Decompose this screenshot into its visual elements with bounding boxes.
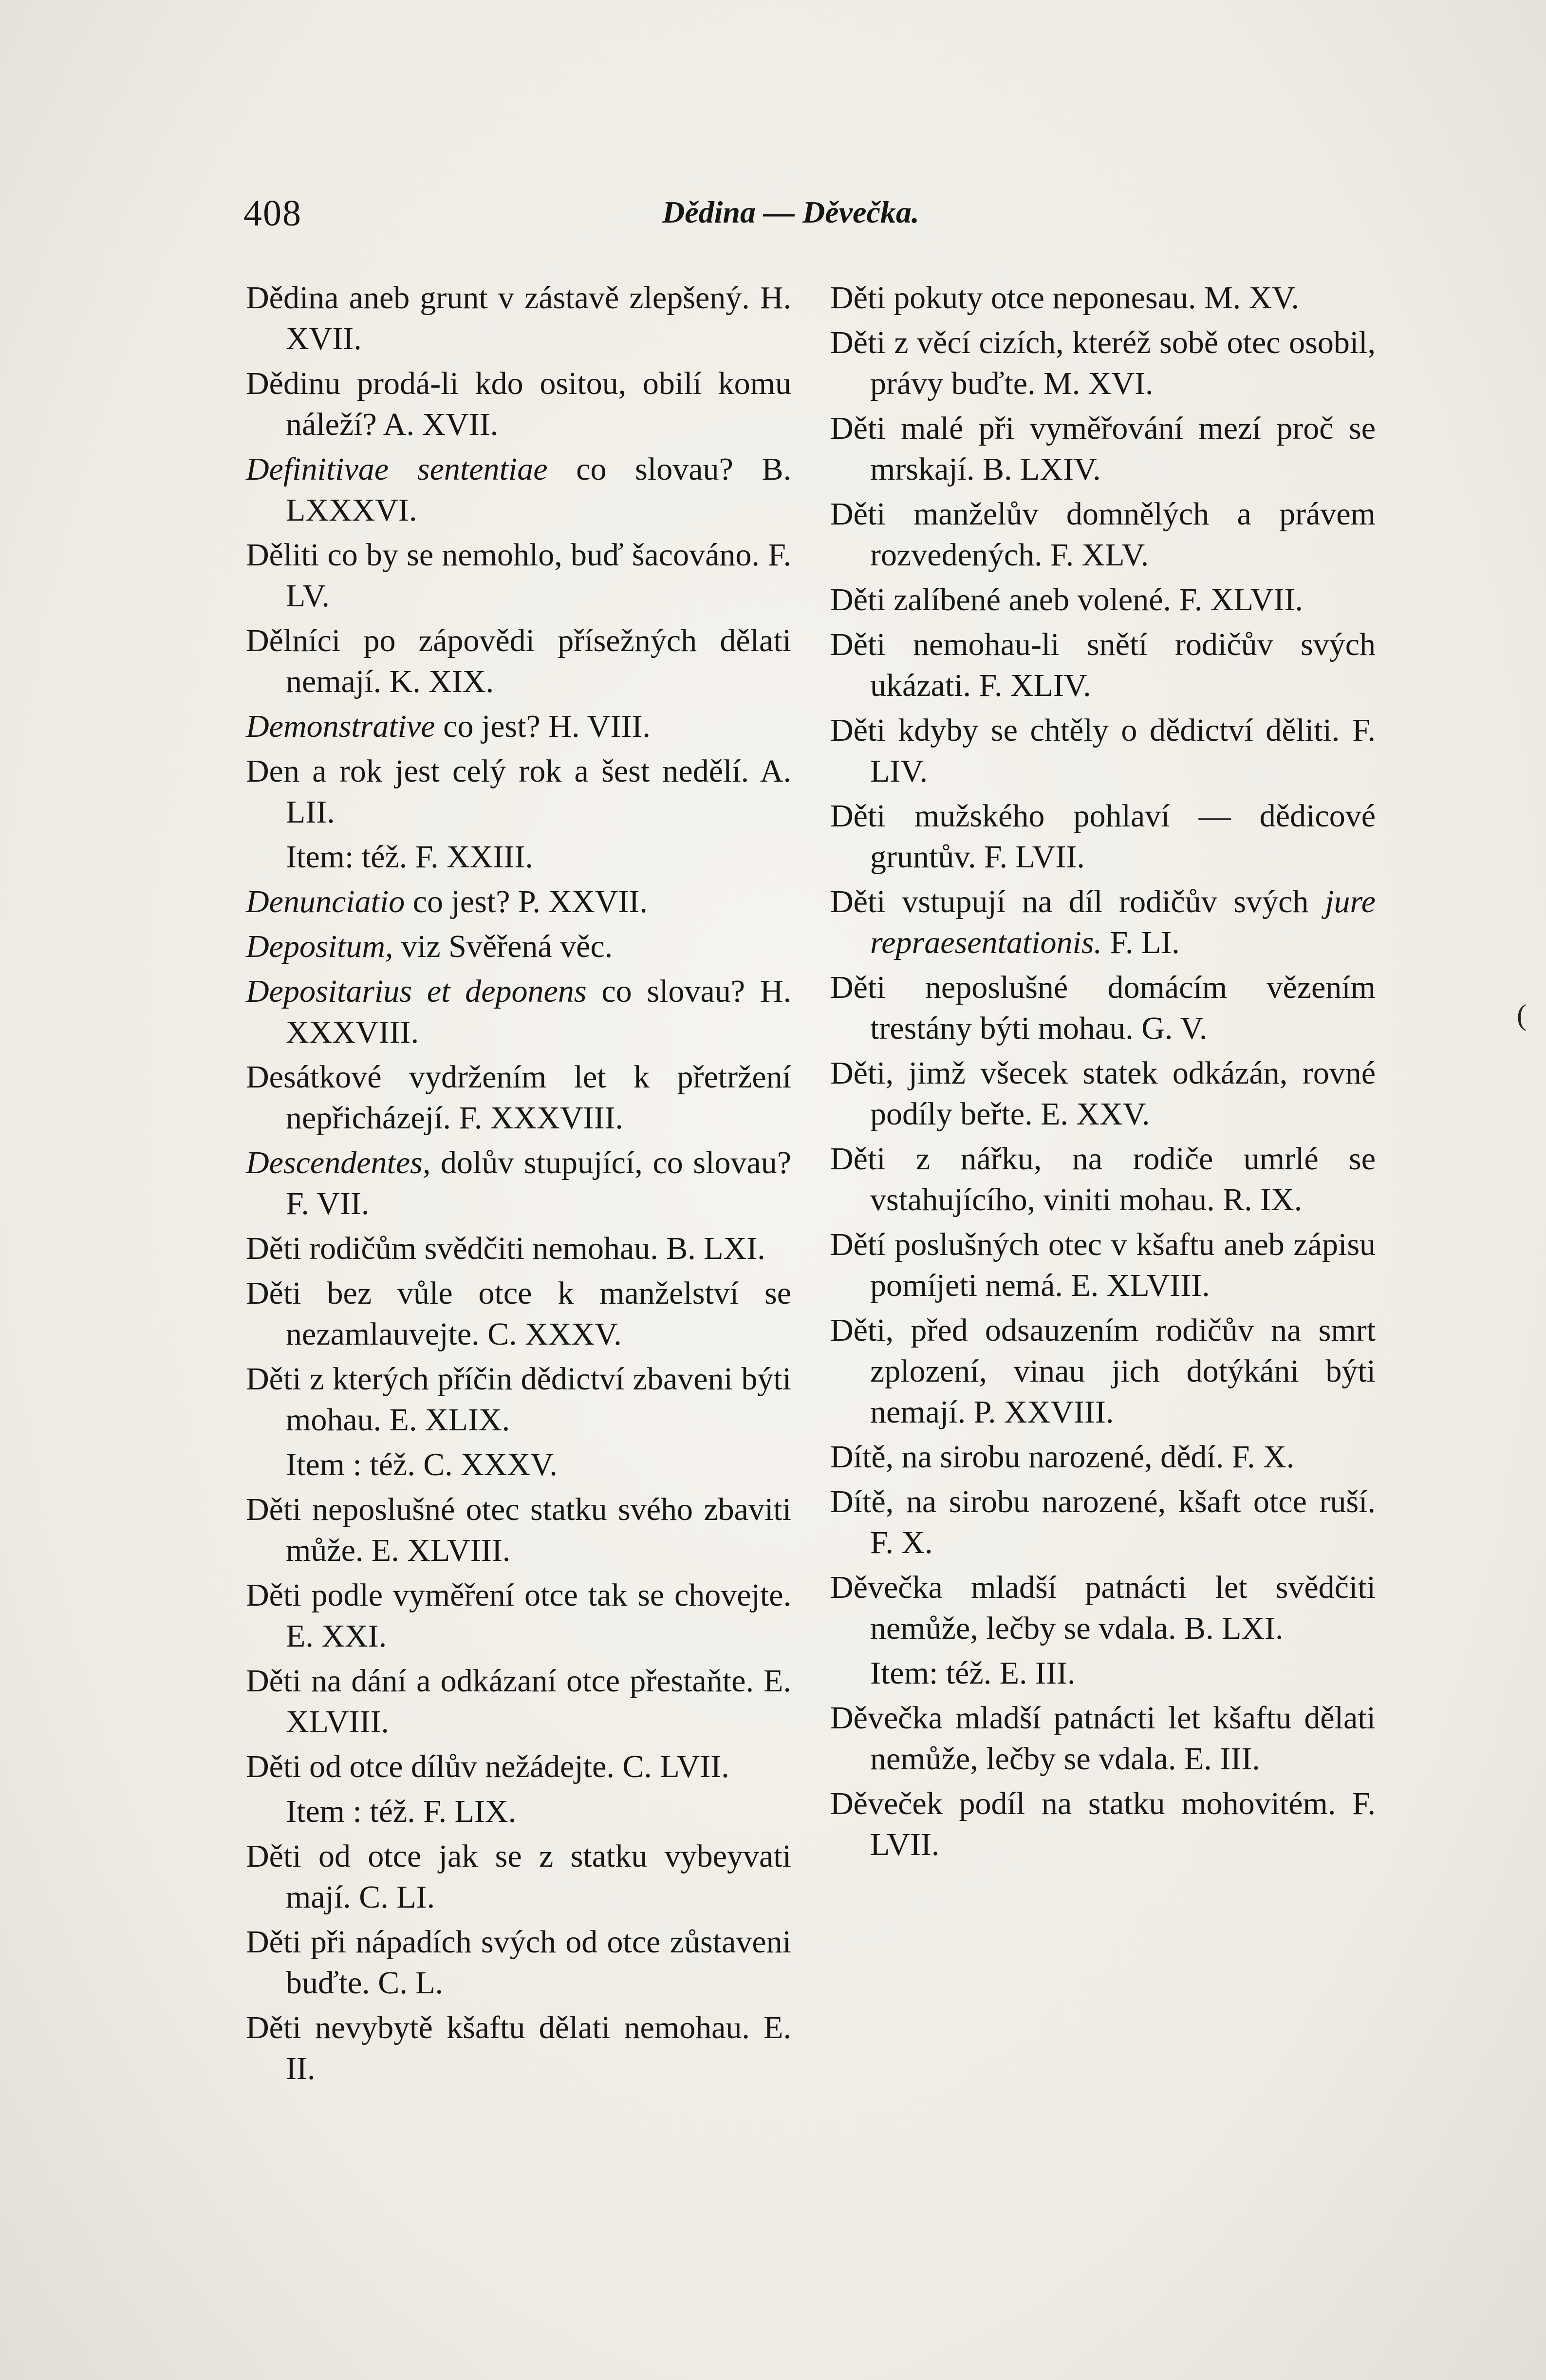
index-entry bbox=[830, 1224, 1376, 1306]
entry-text: co slovau? B. LXXXVI. bbox=[286, 451, 791, 528]
entry-text: Děliti co by se nemohlo, buď šacováno. F. LV. bbox=[246, 537, 791, 614]
index-entry bbox=[246, 1359, 791, 1441]
entry-text: Dětí poslušných otec v kšaftu aneb zápisu pomíjeti nemá. E. XLVIII. bbox=[830, 1227, 1376, 1303]
index-entry bbox=[246, 751, 791, 833]
entry-text: Item: též. F. XXIII. bbox=[286, 839, 533, 875]
index-entry bbox=[246, 1444, 791, 1485]
entry-text: Děti od otce dílův nežádejte. C. LVII. bbox=[246, 1749, 729, 1784]
entry-text: Děti malé při vyměřování mezí proč se mrskají. B. LXIV. bbox=[830, 411, 1376, 487]
index-entry bbox=[830, 322, 1376, 404]
index-entry bbox=[246, 1661, 791, 1743]
entry-text: Děti podle vyměření otce tak se chovejte. E. XXI. bbox=[246, 1577, 791, 1654]
index-entry bbox=[246, 1791, 791, 1832]
index-entry bbox=[246, 535, 791, 617]
index-entry bbox=[246, 2007, 791, 2089]
entry-text: co jest? P. XXVII. bbox=[405, 884, 648, 919]
entry-text: co jest? H. VIII. bbox=[435, 709, 651, 744]
index-entry bbox=[830, 580, 1376, 620]
entry-text: Děti, před odsauzením rodičův na smrt zplození, vinau jich dotýkáni býti nemají. P. XXVIII. bbox=[830, 1312, 1376, 1430]
entry-text: Děti z nářku, na rodiče umrlé se vstahujícího, viniti mohau. R. IX. bbox=[830, 1141, 1376, 1218]
index-entry bbox=[246, 278, 791, 359]
index-entry bbox=[246, 1273, 791, 1355]
index-entry bbox=[246, 837, 791, 878]
entry-text: Dědinu prodá-li kdo ositou, obilí komu náleží? A. XVII. bbox=[246, 366, 791, 442]
entry-text: Děti neposlušné otec statku svého zbaviti může. E. XLVIII. bbox=[246, 1492, 791, 1568]
entry-text: co slovau? H. XXXVIII. bbox=[286, 974, 791, 1050]
latin-term: jure repraesentationis. bbox=[870, 884, 1376, 960]
index-entry bbox=[246, 881, 791, 922]
index-entry bbox=[830, 796, 1376, 878]
index-entry bbox=[246, 706, 791, 747]
entry-text: Děti neposlušné domácím vězením trestány býti mohau. G. V. bbox=[830, 970, 1376, 1046]
index-entry bbox=[246, 926, 791, 967]
index-entry bbox=[830, 1653, 1376, 1694]
entry-text: Item : též. F. LIX. bbox=[286, 1794, 517, 1829]
entry-text: Děvečka mladší patnácti let kšaftu dělati nemůže, lečby se vdala. E. III. bbox=[830, 1700, 1376, 1777]
latin-term: Denunciatio bbox=[246, 884, 405, 919]
index-entry bbox=[246, 1489, 791, 1571]
page-header bbox=[243, 192, 1363, 241]
entry-text: Děti z věcí cizích, kteréž sobě otec osobil, právy buďte. M. XVI. bbox=[830, 325, 1376, 401]
index-entry bbox=[830, 408, 1376, 490]
index-entry bbox=[830, 710, 1376, 792]
latin-term: Definitivae sententiae bbox=[246, 451, 548, 487]
index-entry bbox=[246, 1228, 791, 1269]
entry-text: Desátkové vydržením let k přetržení nepřicházejí. F. XXXVIII. bbox=[246, 1059, 791, 1136]
entry-text: Item: též. E. III. bbox=[870, 1655, 1076, 1691]
index-entry bbox=[246, 363, 791, 445]
index-entry bbox=[830, 1310, 1376, 1433]
running-head: Dědina — Děvečka. bbox=[662, 195, 919, 229]
entry-text: Děti na dání a odkázaní otce přestaňte. E. XLVIII. bbox=[246, 1663, 791, 1740]
index-entry bbox=[830, 1053, 1376, 1135]
index-entry bbox=[246, 620, 791, 702]
latin-term: Descendentes, bbox=[246, 1145, 431, 1181]
entry-text: Děti bez vůle otce k manželství se nezamlauvejte. C. XXXV. bbox=[246, 1275, 791, 1352]
entry-text: Děti pokuty otce neponesau. M. XV. bbox=[830, 280, 1299, 316]
index-entry bbox=[246, 971, 791, 1053]
index-column-right bbox=[830, 278, 1376, 1869]
index-entry bbox=[830, 494, 1376, 576]
index-entry bbox=[830, 1698, 1376, 1780]
index-entry bbox=[246, 1746, 791, 1787]
page-number: 408 bbox=[243, 193, 302, 234]
latin-term: Demonstrative bbox=[246, 709, 435, 744]
index-entry bbox=[830, 881, 1376, 963]
entry-text: Děti kdyby se chtěly o dědictví děliti. F. LIV. bbox=[830, 712, 1376, 789]
index-entry bbox=[830, 967, 1376, 1049]
entry-text: viz Svěřená věc. bbox=[393, 929, 613, 964]
index-entry bbox=[830, 1437, 1376, 1478]
entry-text: Den a rok jest celý rok a šest nedělí. A. LII. bbox=[246, 753, 791, 830]
entry-text: Děvečka mladší patnácti let svědčiti nemůže, lečby se vdala. B. LXI. bbox=[830, 1570, 1376, 1646]
entry-text: Děti, jimž všecek statek odkázán, rovné podíly beřte. E. XXV. bbox=[830, 1055, 1376, 1132]
index-entry bbox=[246, 1836, 791, 1918]
entry-text: dolův stupující, co slovau? F. VII. bbox=[286, 1145, 791, 1221]
entry-text: Děti vstupují na díl rodičův svých bbox=[830, 884, 1325, 919]
index-entry bbox=[830, 1567, 1376, 1649]
index-entry bbox=[246, 1143, 791, 1224]
index-entry bbox=[830, 1783, 1376, 1865]
entry-text: Děti zalíbené aneb volené. F. XLVII. bbox=[830, 582, 1303, 618]
index-column-left bbox=[246, 278, 791, 2093]
entry-text: Děti nevybytě kšaftu dělati nemohau. E. II. bbox=[246, 2010, 791, 2086]
entry-text: Děti od otce jak se z statku vybeyvati mají. C. LI. bbox=[246, 1838, 791, 1915]
index-entry bbox=[830, 278, 1376, 319]
entry-text: Dítě, na sirobu narozené, dědí. F. X. bbox=[830, 1439, 1295, 1475]
entry-text: Děti při nápadích svých od otce zůstaveni buďte. C. L. bbox=[246, 1924, 791, 2001]
index-entry bbox=[246, 1922, 791, 2004]
entry-text: Děti mužského pohlaví — dědicové gruntův. F. LVII. bbox=[830, 798, 1376, 875]
entry-text: Děti rodičům svědčiti nemohau. B. LXI. bbox=[246, 1231, 765, 1266]
latin-term: Depositum, bbox=[246, 929, 393, 964]
entry-text: Dítě, na sirobu narozené, kšaft otce ruší. F. X. bbox=[830, 1484, 1376, 1560]
entry-text: Item : též. C. XXXV. bbox=[286, 1447, 558, 1482]
entry-text: Dědina aneb grunt v zástavě zlepšený. H. XVII. bbox=[246, 280, 791, 356]
margin-mark: ( bbox=[1517, 999, 1527, 1031]
entry-text: Děti nemohau-li snětí rodičův svých ukázati. F. XLIV. bbox=[830, 627, 1376, 703]
index-entry bbox=[830, 624, 1376, 706]
index-entry bbox=[830, 1481, 1376, 1563]
index-entry bbox=[246, 1057, 791, 1139]
entry-text: Děveček podíl na statku mohovitém. F. LVII. bbox=[830, 1786, 1376, 1862]
entry-text: Děti manželův domnělých a právem rozvedených. F. XLV. bbox=[830, 496, 1376, 573]
latin-term: Depositarius et deponens bbox=[246, 974, 587, 1009]
index-entry bbox=[246, 449, 791, 531]
entry-text: Dělníci po zápovědi přísežných dělati nemají. K. XIX. bbox=[246, 623, 791, 699]
entry-text: Děti z kterých příčin dědictví zbaveni býti mohau. E. XLIX. bbox=[246, 1361, 791, 1438]
index-entry bbox=[246, 1575, 791, 1657]
entry-reference: F. LI. bbox=[1102, 925, 1180, 960]
index-entry bbox=[830, 1139, 1376, 1220]
